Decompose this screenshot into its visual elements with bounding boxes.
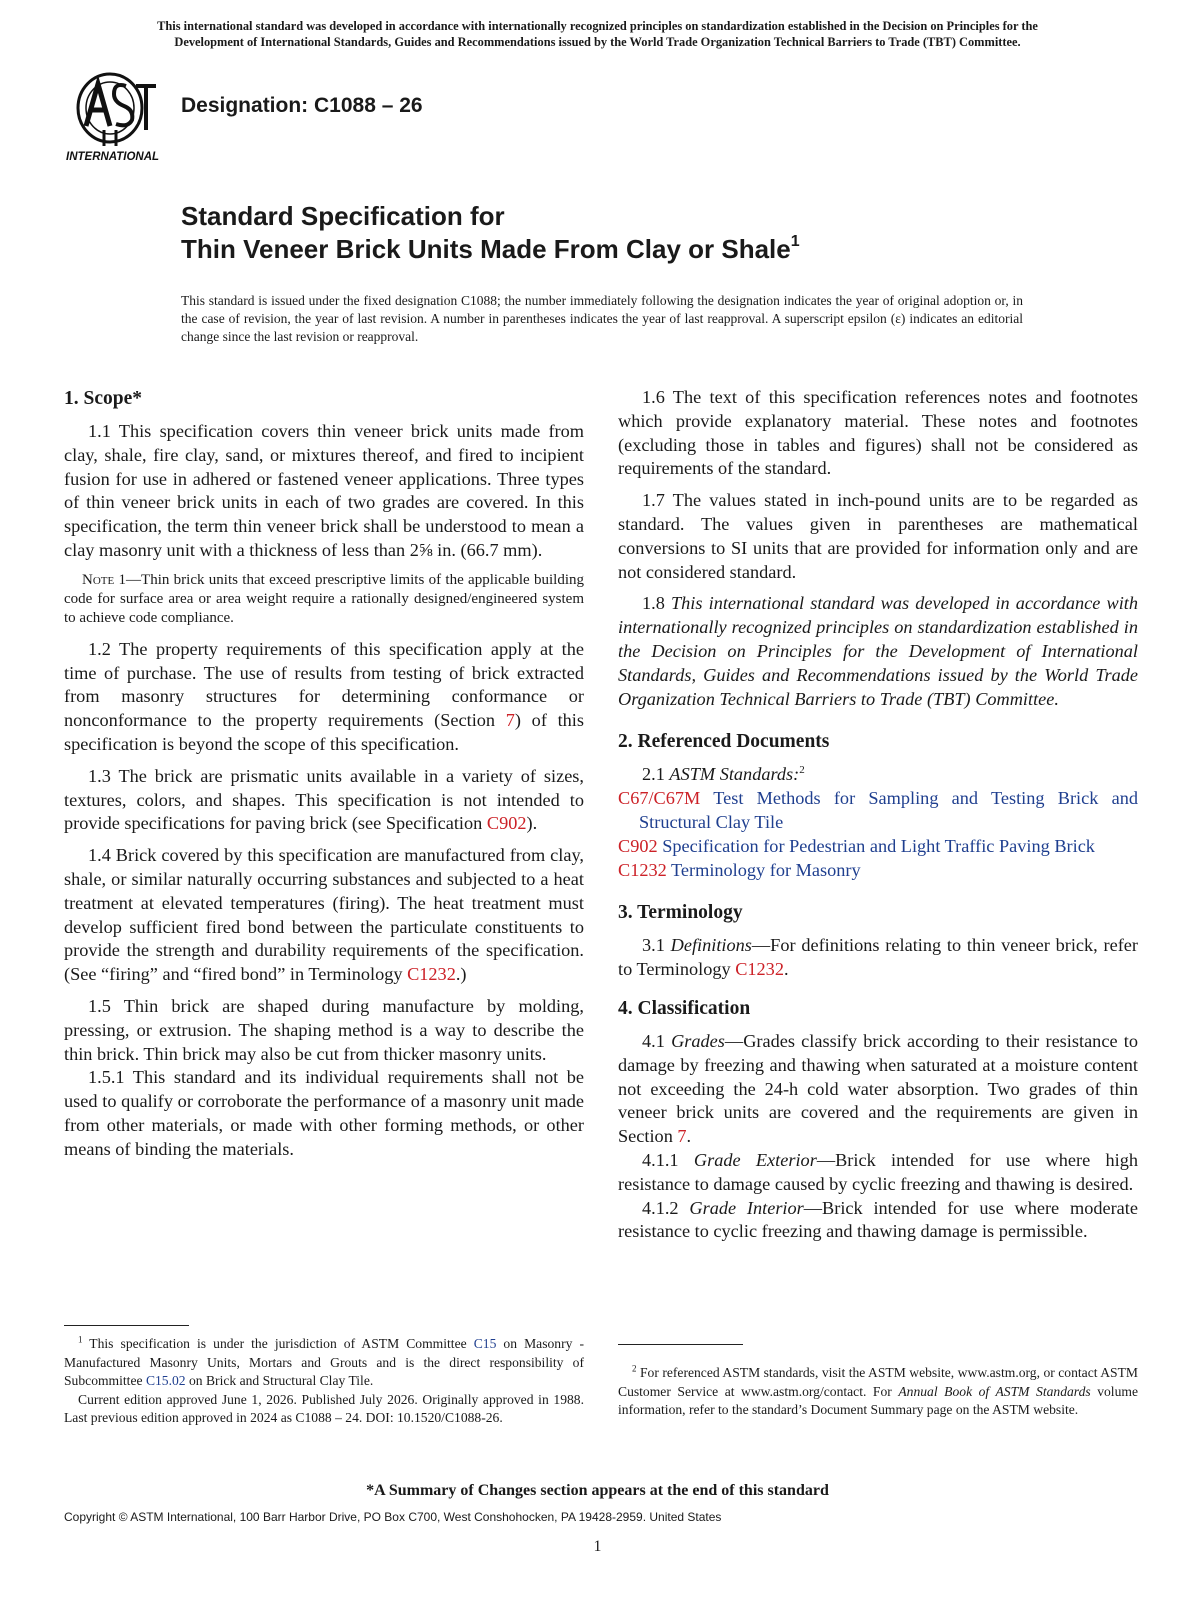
- astm-logo-icon: [64, 68, 168, 168]
- footnote-rule-right: [618, 1344, 743, 1345]
- section-heading-referenced-documents: 2. Referenced Documents: [618, 731, 830, 753]
- title-line1: Standard Specification for: [181, 201, 505, 231]
- copyright: Copyright © ASTM International, 100 Barr Harbor Drive, PO Box C700, West Conshohocken, PA 19428-2959. United States: [64, 1510, 722, 1524]
- reference-title[interactable]: Test Methods for Sampling and Testing Brick and Structural Clay Tile: [639, 788, 1138, 832]
- link-c902[interactable]: C902: [486, 813, 527, 834]
- link-section-7[interactable]: 7: [505, 710, 515, 731]
- paragraph-1-4: 1.4 Brick covered by this specification are manufactured from clay, shale, or similar naturally occurring substances and subjected to a heat treatment at elevated temperatures (firing). The heat treatment must develop sufficient fired bond between the particulate constituents to provide the strength and durability requirements of the specification. (See “firing” and “fired bond” in Terminology C1232.): [64, 845, 584, 985]
- section-heading-scope: 1. Scope*: [64, 388, 142, 409]
- reference-item[interactable]: [618, 787, 1138, 835]
- reference-code[interactable]: C67/C67M: [618, 788, 701, 809]
- footnote-2-text: $^2$ For referenced ASTM standards, visit the ASTM website, www.astm.org, or contact ASTM Customer Service at www.astm.org/contact. For Annual Book of ASTM Standards volume information, refer to the standard’s Document Summary page on the ASTM website.: [618, 1363, 1138, 1417]
- footnote-1-text: $^1$ This specification is under the jurisdiction of ASTM Committee C15 on Masonry - Manufactured Masonry Units, Mortars and Grouts and is the direct responsibility of Subcommittee C15.02 on Brick and Structural Clay Tile.: [64, 1334, 584, 1388]
- reference-code[interactable]: C1232: [618, 859, 667, 880]
- paragraph-1-8: 1.8 This international standard was developed in accordance with internationally recognized principles on standardization established in the Decision on Principles for the Development of International Standards, Guides and Recommendations issued by the World Trade Organization Technical Barriers to Trade (TBT) Committee.: [618, 593, 1139, 709]
- wto-notice-line1: This international standard was developed in accordance with internationally recognized principles on standardization established in the Decision on Principles for the: [157, 19, 1038, 33]
- footnote-1-edition: Current edition approved June 1, 2026. Published July 2026. Originally approved in 1988. Last previous edition approved in 2024 as C1088 – 24. DOI: 10.1520/C1088-26.: [64, 1391, 584, 1425]
- title-line2: Thin Veneer Brick Units Made From Clay or Shale$^1$: [181, 233, 800, 264]
- summary-of-changes-notice: *A Summary of Changes section appears at the end of this standard: [366, 1482, 829, 1499]
- logo-caption: INTERNATIONAL: [66, 151, 160, 163]
- paragraph-2-1: 2.1 ASTM Standards:$^2$: [642, 764, 805, 785]
- designation: Designation: C1088 – 26: [181, 94, 423, 117]
- reference-item[interactable]: [618, 859, 1138, 883]
- issued-statement: This standard is issued under the fixed designation C1088; the number immediately following the designation indicates the year of original adoption or, in the case of revision, the year of last revision. A number in parentheses indicates the year of last reapproval. A superscript epsilon (ε) indicates an editorial change since the last revision or reapproval.: [181, 293, 1023, 344]
- link-section-7[interactable]: 7: [677, 1126, 687, 1147]
- paragraph-3-1: 3.1 Definitions—For definitions relating to thin veneer brick, refer to Terminology C1232.: [618, 935, 1138, 980]
- paragraph-4-1-1: 4.1.1 Grade Exterior—Brick intended for use where high resistance to damage caused by cyclic freezing and thawing is desired.: [618, 1149, 1138, 1194]
- reference-item[interactable]: [618, 835, 1138, 859]
- footnote-rule-left: [64, 1325, 189, 1326]
- note-label: Note 1: [82, 571, 127, 588]
- note-1: Note 1—Thin brick units that exceed prescriptive limits of the applicable building code for surface area or area weight require a rationally designed/engineered system to achieve code compliance.: [64, 571, 584, 626]
- paragraph-1-5: 1.5 Thin brick are shaped during manufacture by molding, pressing, or extrusion. The shaping method is a way to describe the thin brick. Thin brick may also be cut from thicker masonry units.: [64, 995, 584, 1064]
- reference-title[interactable]: Specification for Pedestrian and Light Traffic Paving Brick: [662, 835, 1095, 856]
- link-subcommittee-c15-02[interactable]: C15.02: [145, 1373, 186, 1388]
- wto-notice-line2: Development of International Standards, Guides and Recommendations issued by the World Trade Organization Technical Barriers to Trade (TBT) Committee.: [174, 35, 1021, 49]
- paragraph-1-1: 1.1 This specification covers thin veneer brick units made from clay, shale, fire clay, sand, or mixtures thereof, and fired to incipient fusion for use in adhered or fastened veneer applications. Three types of thin veneer brick units in each of two grades are covered. In this specification, the term thin veneer brick shall be understood to mean a clay masonry unit with a thickness of less than 2⅝ in. (66.7 mm).: [64, 421, 584, 560]
- reference-code[interactable]: C902: [618, 835, 658, 856]
- wto-notice: [60, 18, 1135, 50]
- reference-title[interactable]: Terminology for Masonry: [671, 859, 861, 880]
- link-committee-c15[interactable]: C15: [473, 1336, 497, 1351]
- paragraph-1-3: 1.3 The brick are prismatic units available in a variety of sizes, textures, colors, and shapes. This specification is not intended to provide specifications for paving brick (see Specification C902).: [64, 765, 584, 834]
- page-number: 1: [593, 1538, 602, 1555]
- paragraph-1-2: 1.2 The property requirements of this specification apply at the time of purchase. The use of results from testing of brick extracted from masonry structures for determining conformance or nonconformance to the property requirements (Section 7) of this specification is beyond the scope of this specification.: [64, 638, 584, 754]
- paragraph-1-5-1: 1.5.1 This standard and its individual requirements shall not be used to qualify or corroborate the performance of a masonry unit made from other materials, or made with other forming methods, or other means of binding the materials.: [64, 1067, 584, 1159]
- section-heading-terminology: 3. Terminology: [618, 902, 743, 924]
- title-footnote-mark: 1: [790, 233, 800, 250]
- link-c1232[interactable]: C1232: [407, 964, 456, 985]
- paragraph-1-6: 1.6 The text of this specification references notes and footnotes which provide explanatory material. These notes and footnotes (excluding those in tables and figures) shall not be considered as requirements of the standard.: [618, 387, 1138, 479]
- link-c1232[interactable]: C1232: [735, 959, 784, 980]
- left-column: [64, 386, 584, 1170]
- astm-logo: [64, 68, 168, 168]
- paragraph-4-1-2: 4.1.2 Grade Interior—Brick intended for use where moderate resistance to cyclic freezing and thawing damage is permissible.: [618, 1197, 1138, 1242]
- right-column: [618, 386, 1138, 1244]
- footnote-2: [618, 1364, 1138, 1420]
- paragraph-1-7: 1.7 The values stated in inch-pound units are to be regarded as standard. The values given in parentheses are mathematical conversions to SI units that are provided for information only and are not considered standard.: [618, 490, 1138, 582]
- paragraph-4-1: 4.1 Grades—Grades classify brick according to their resistance to damage by freezing and thawing when saturated at a moisture content not exceeding the 24-h cold water absorption. Two grades of thin veneer brick units are covered and the requirements are given in Section 7.: [618, 1030, 1138, 1147]
- section-heading-classification: 4. Classification: [618, 997, 751, 1019]
- document-title: [181, 200, 800, 266]
- footnote-1: [64, 1335, 584, 1428]
